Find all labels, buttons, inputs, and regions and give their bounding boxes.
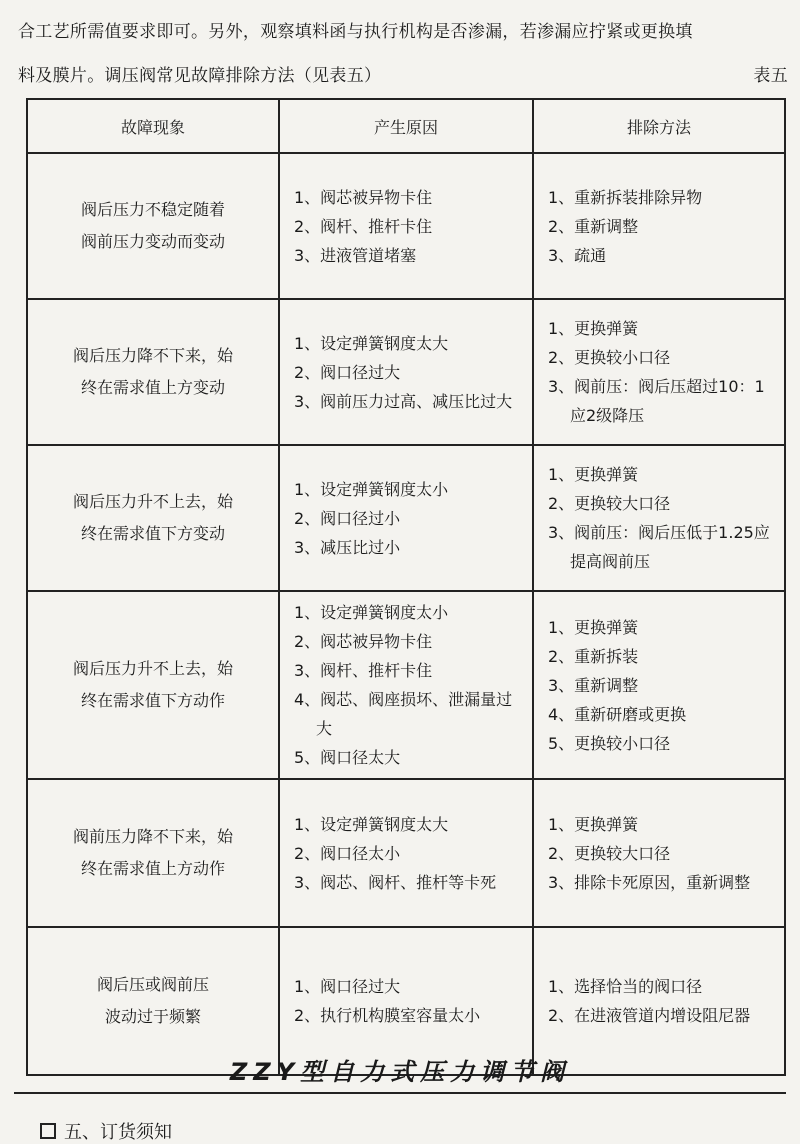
cause-item: 1、设定弹簧钢度太大: [294, 814, 449, 834]
remedy-item: 3、排除卡死原因，重新调整: [548, 872, 751, 892]
order-notice-label: 五、订货须知: [64, 1122, 172, 1143]
cause-item: 1、设定弹簧钢度太小: [294, 479, 449, 499]
product-title: ZZY型自力式压力调节阀: [229, 1058, 571, 1086]
cause-item: 3、进液管道堵塞: [294, 245, 417, 265]
remedy-item: 1、选择恰当的阀口径: [548, 977, 703, 996]
remedy-item: 2、重新拆装: [548, 646, 639, 666]
remedy-list: [548, 613, 770, 758]
cause-item: 2、阀口径过小: [294, 508, 401, 528]
cause-item: 1、阀芯被异物卡住: [294, 187, 433, 207]
cause-cell: [279, 299, 533, 445]
cause-cell: [279, 445, 533, 591]
cause-item: 2、阀口径太小: [294, 843, 401, 863]
cause-list: [294, 810, 518, 897]
footer-divider: [14, 1092, 786, 1094]
table-row: [27, 299, 785, 445]
remedy-item: 2、更换较大口径: [548, 843, 671, 863]
table-row: [27, 153, 785, 299]
cause-item: 1、设定弹簧钢度太小: [294, 603, 449, 622]
symptom-line: 波动过于频繁: [104, 1007, 201, 1026]
checkbox-square-icon: [40, 1123, 56, 1139]
remedy-item: 1、重新拆装排除异物: [548, 187, 703, 207]
troubleshooting-table: [26, 98, 786, 1076]
cause-list: [294, 329, 518, 416]
symptom-cell: [27, 299, 279, 445]
cause-cell: [279, 779, 533, 927]
remedy-item: 3、疏通: [548, 245, 607, 265]
remedy-cell: [533, 591, 785, 779]
symptom-cell: [27, 445, 279, 591]
cause-item: 2、执行机构膜室容量太小: [294, 1006, 481, 1025]
cause-item: 2、阀芯被异物卡住: [294, 632, 433, 651]
cause-cell: [279, 591, 533, 779]
header-symptom: 故障现象: [27, 99, 279, 153]
table-row: [27, 445, 785, 591]
symptom-cell: [27, 153, 279, 299]
remedy-cell: [533, 779, 785, 927]
remedy-item: 2、更换较小口径: [548, 348, 671, 367]
remedy-cell: [533, 153, 785, 299]
order-notice-heading: [40, 1118, 172, 1144]
symptom-line: 终在需求值下方动作: [80, 691, 225, 710]
symptom-line: 阀后压力升不上去，始: [72, 492, 233, 511]
remedy-item: 3、阀前压：阀后压低于1.25应提高阀前压: [548, 523, 770, 571]
remedy-list: [548, 314, 770, 430]
cause-list: [294, 183, 518, 270]
intro-line-2-text: 料及膜片。调压阀常见故障排除方法（见表五）: [18, 66, 382, 86]
remedy-item: 3、重新调整: [548, 675, 639, 695]
remedy-list: [548, 972, 770, 1030]
symptom-line: 阀后压力不稳定随着: [80, 200, 225, 219]
cause-cell: [279, 153, 533, 299]
table-body: [27, 153, 785, 1075]
remedy-cell: [533, 299, 785, 445]
intro-paragraph: [18, 10, 788, 98]
symptom-line: 阀后压力降不下来，始: [72, 346, 233, 365]
intro-line-1: 合工艺所需值要求即可。另外，观察填料函与执行机构是否渗漏，若渗漏应拧紧或更换填: [18, 22, 693, 42]
table-row: [27, 591, 785, 779]
cause-item: 3、阀芯、阀杆、推杆等卡死: [294, 872, 497, 892]
remedy-item: 2、重新调整: [548, 216, 639, 236]
header-cause: 产生原因: [279, 99, 533, 153]
symptom-line: 阀后压力升不上去，始: [72, 659, 233, 678]
cause-item: 3、减压比过小: [294, 537, 401, 557]
remedy-item: 1、更换弹簧: [548, 319, 639, 338]
remedy-list: [548, 460, 770, 576]
symptom-line: 阀后压或阀前压: [96, 975, 209, 994]
remedy-item: 1、更换弹簧: [548, 465, 639, 484]
remedy-item: 1、更换弹簧: [548, 617, 639, 637]
table-row: [27, 779, 785, 927]
symptom-line: 终在需求值上方变动: [80, 378, 225, 397]
table-reference: 表五: [753, 66, 788, 86]
remedy-item: 2、在进液管道内增设阻尼器: [548, 1006, 751, 1025]
cause-item: 3、阀前压力过高、减压比过大: [294, 391, 513, 411]
cause-item: 5、阀口径太大: [294, 748, 401, 767]
cause-item: 1、设定弹簧钢度太大: [294, 333, 449, 353]
symptom-line: 终在需求值上方动作: [80, 859, 225, 878]
remedy-item: 2、更换较大口径: [548, 494, 671, 513]
remedy-item: 4、重新研磨或更换: [548, 704, 687, 724]
cause-item: 4、阀芯、阀座损坏、泄漏量过大: [294, 690, 513, 738]
cause-item: 3、阀杆、推杆卡住: [294, 661, 433, 680]
cause-list: [294, 598, 518, 772]
intro-line-2: [18, 54, 788, 98]
remedy-item: 5、更换较小口径: [548, 733, 671, 753]
remedy-list: [548, 183, 770, 270]
cause-list: [294, 475, 518, 562]
cause-item: 2、阀杆、推杆卡住: [294, 216, 433, 236]
table-header-row: [27, 99, 785, 153]
cause-list: [294, 972, 518, 1030]
remedy-cell: [533, 445, 785, 591]
symptom-line: 阀前压力降不下来，始: [72, 827, 233, 846]
symptom-line: 终在需求值下方变动: [80, 524, 225, 543]
header-remedy: 排除方法: [533, 99, 785, 153]
cause-item: 1、阀口径过大: [294, 977, 401, 996]
remedy-item: 3、阀前压：阀后压超过10：1应2级降压: [548, 377, 765, 425]
remedy-list: [548, 810, 770, 897]
symptom-cell: [27, 779, 279, 927]
symptom-cell: [27, 591, 279, 779]
cause-item: 2、阀口径过大: [294, 362, 401, 382]
remedy-item: 1、更换弹簧: [548, 814, 639, 834]
symptom-line: 阀前压力变动而变动: [80, 232, 225, 251]
